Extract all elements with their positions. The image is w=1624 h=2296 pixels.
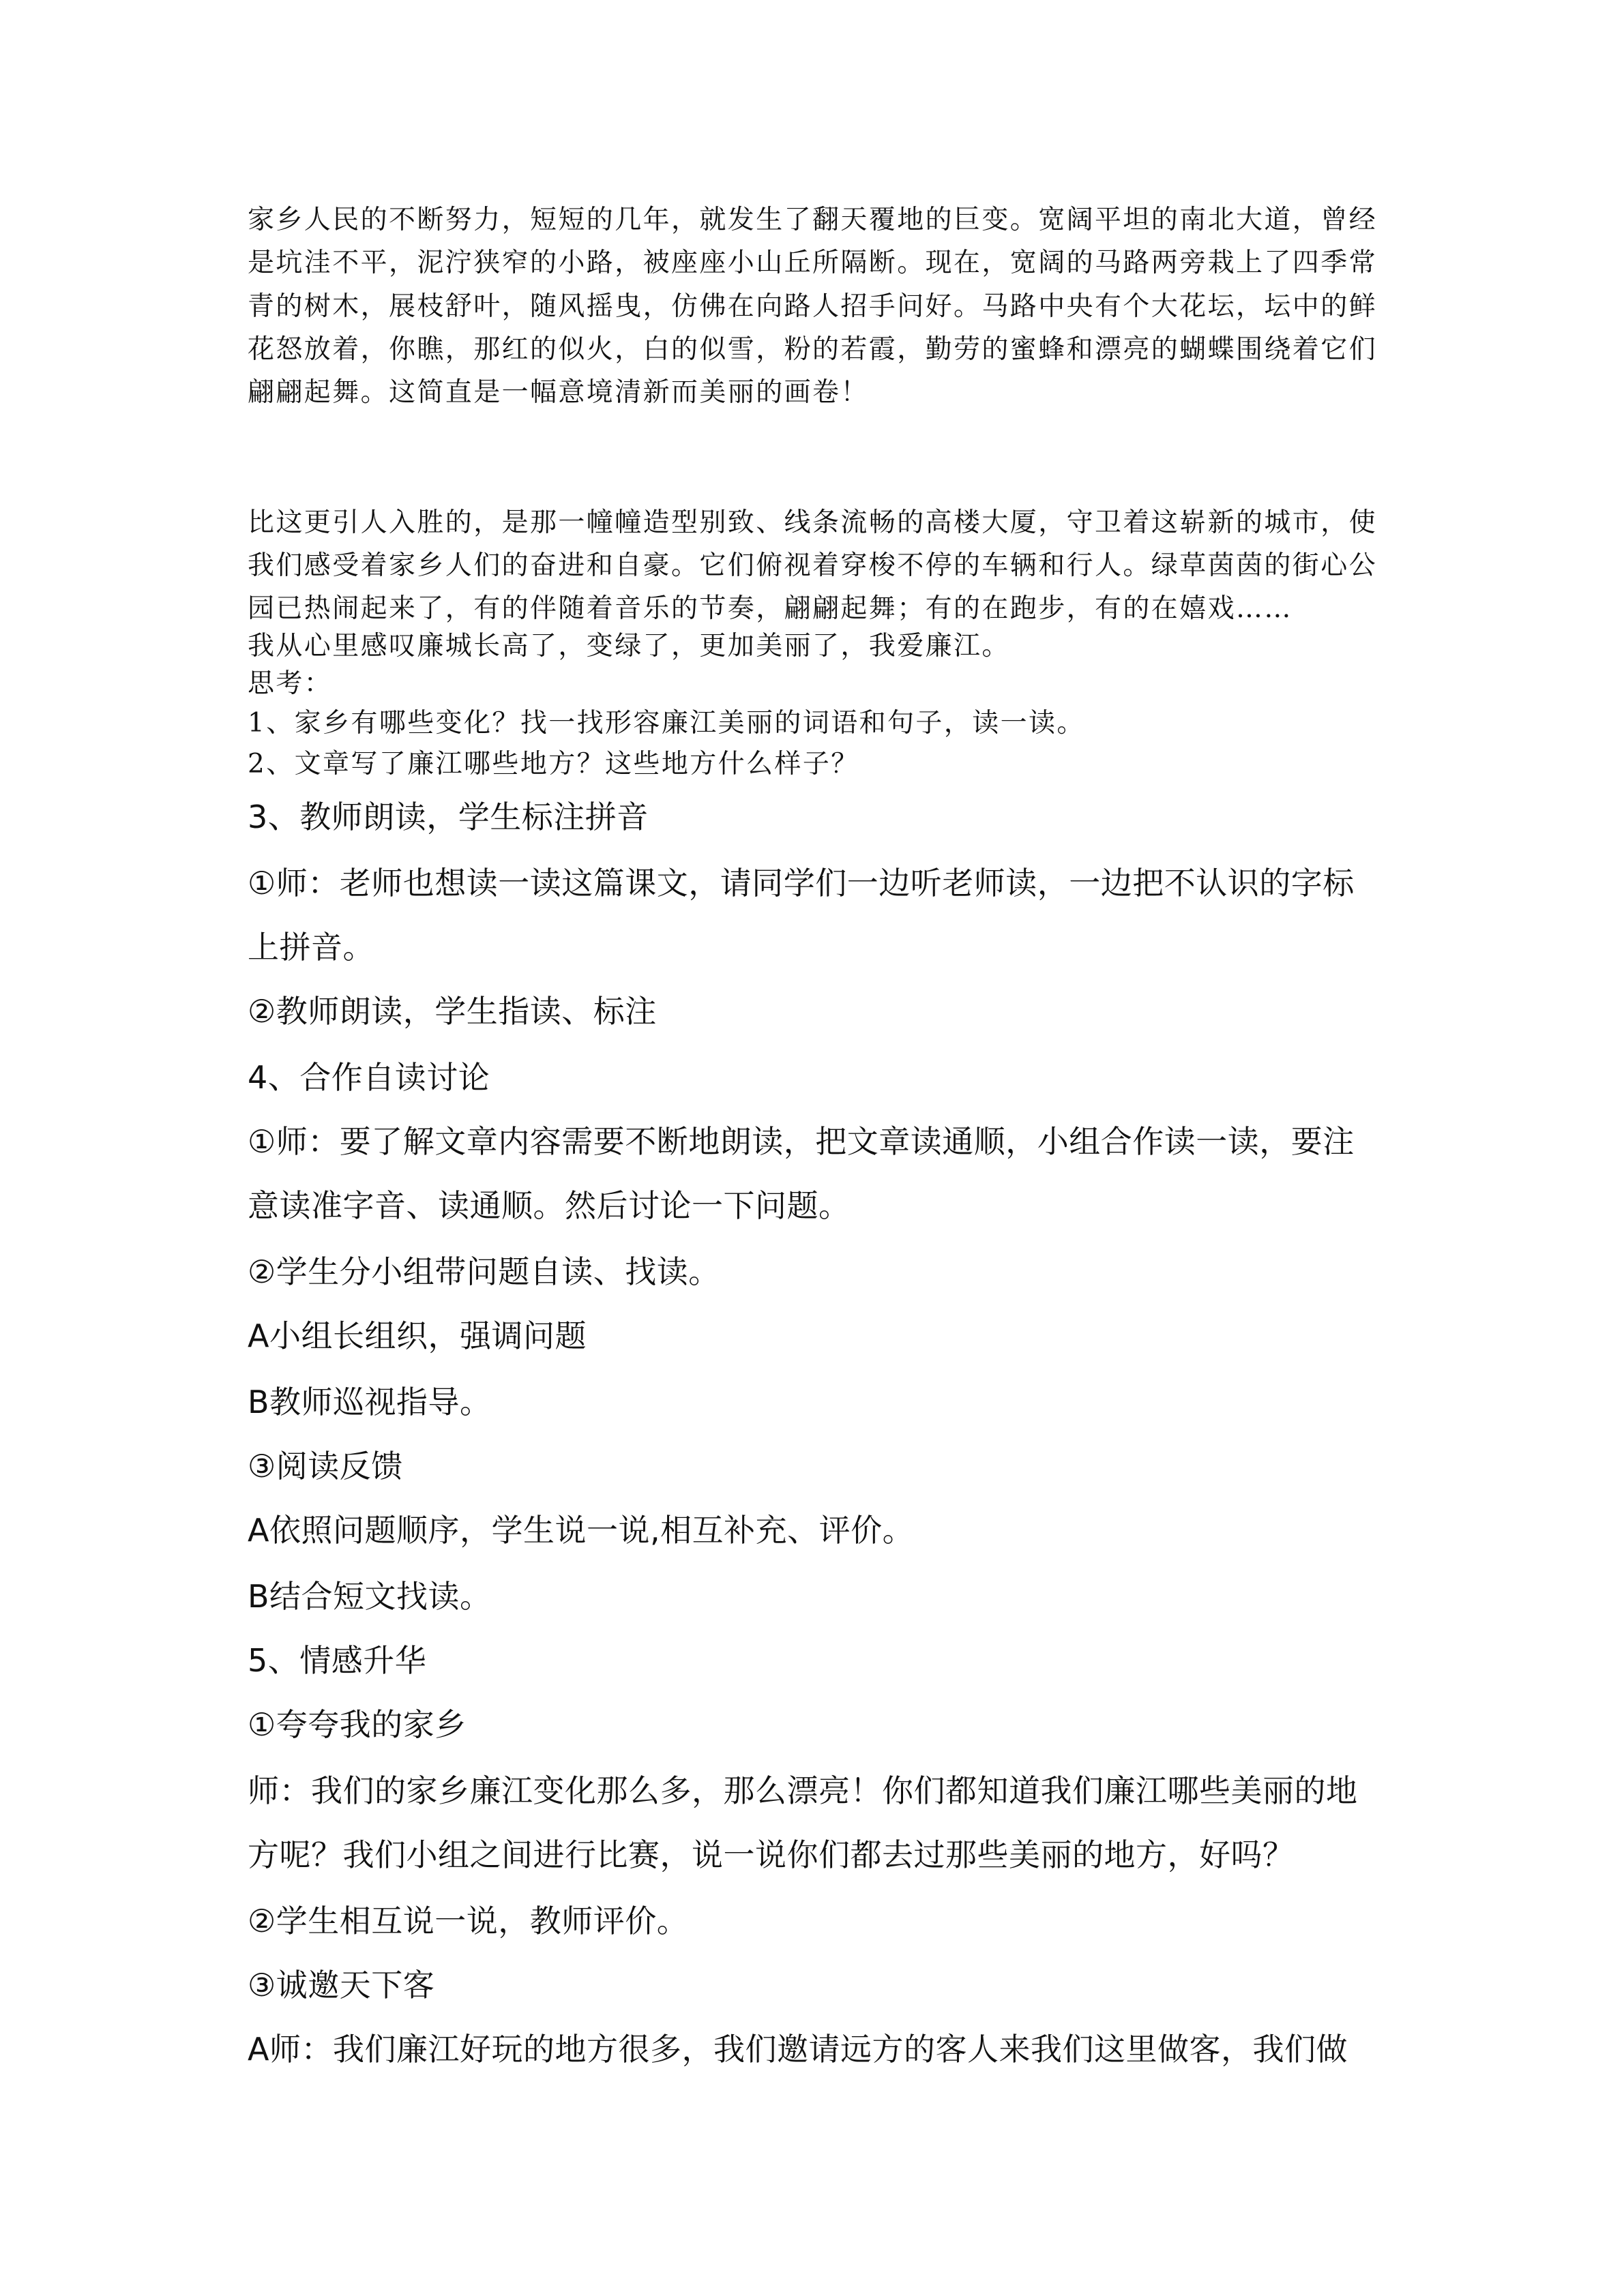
passage-paragraph-2-line: 我从心里感叹廉城长高了，变绿了，更加美丽了，我爱廉江。	[248, 631, 1010, 661]
body-line: ②学生分小组带问题自读、找读。	[248, 1253, 720, 1290]
passage-paragraph-2-line: 比这更引人入胜的，是那一幢幢造型别致、线条流畅的高楼大厦，守卫着这崭新的城市，使	[248, 507, 1378, 538]
body-line: 意读准字音、读通顺。然后讨论一下问题。	[248, 1187, 851, 1224]
passage-paragraph-2-line: 我们感受着家乡人们的奋进和自豪。它们俯视着穿梭不停的车辆和行人。绿草茵茵的街心公	[248, 550, 1378, 581]
passage-paragraph-1-line: 花怒放着，你瞧，那红的似火，白的似雪，粉的若霞，勤劳的蜜蜂和漂亮的蝴蝶围绕着它们	[248, 334, 1378, 365]
body-line: 方呢？我们小组之间进行比赛，说一说你们都去过那些美丽的地方，好吗？	[248, 1836, 1295, 1873]
body-line: 上拼音。	[248, 929, 374, 966]
body-line: ②学生相互说一说，教师评价。	[248, 1903, 689, 1939]
section-heading-group-reading: 4、合作自读讨论	[248, 1059, 490, 1096]
body-line: 师：我们的家乡廉江变化那么多，那么漂亮！你们都知道我们廉江哪些美丽的地	[248, 1772, 1358, 1809]
body-line: ①师：老师也想读一读这篇课文，请同学们一边听老师读，一边把不认识的字标	[248, 865, 1355, 901]
body-line: A依照问题顺序，学生说一说,相互补充、评价。	[248, 1512, 915, 1549]
section-heading-teacher-reading: 3、教师朗读，学生标注拼音	[248, 799, 649, 835]
question-item: 1、家乡有哪些变化？找一找形容廉江美丽的词语和句子，读一读。	[248, 708, 1085, 739]
body-line: B结合短文找读。	[248, 1578, 492, 1615]
section-heading-emotion: 5、情感升华	[248, 1642, 427, 1679]
body-line: A小组长组织，强调问题	[248, 1317, 587, 1354]
body-line: ③阅读反馈	[248, 1448, 403, 1485]
body-line: ③诚邀天下客	[248, 1967, 435, 2003]
passage-paragraph-2-line: 园已热闹起来了，有的伴随着音乐的节奏，翩翩起舞；有的在跑步，有的在嬉戏……	[248, 593, 1293, 624]
body-line: B教师巡视指导。	[248, 1384, 492, 1420]
body-line: ②教师朗读，学生指读、标注	[248, 993, 657, 1030]
passage-paragraph-1-line: 家乡人民的不断努力，短短的几年，就发生了翻天覆地的巨变。宽阔平坦的南北大道，曾经	[248, 205, 1378, 235]
body-line: ①师：要了解文章内容需要不断地朗读，把文章读通顺，小组合作读一读，要注	[248, 1123, 1355, 1160]
passage-paragraph-1-line: 青的树木，展枝舒叶，随风摇曳，仿佛在向路人招手问好。马路中央有个大花坛，坛中的鲜	[248, 291, 1378, 322]
body-line: A师：我们廉江好玩的地方很多，我们邀请远方的客人来我们这里做客，我们做	[248, 2031, 1348, 2068]
body-line: ①夸夸我的家乡	[248, 1706, 467, 1743]
think-label: 思考：	[248, 668, 333, 699]
question-item: 2、文章写了廉江哪些地方？这些地方什么样子？	[248, 749, 859, 779]
passage-paragraph-1-line: 是坑洼不平，泥泞狭窄的小路，被座座小山丘所隔断。现在，宽阔的马路两旁栽上了四季常	[248, 248, 1378, 278]
passage-paragraph-1-line: 翩翩起舞。这简直是一幅意境清新而美丽的画卷！	[248, 377, 869, 408]
